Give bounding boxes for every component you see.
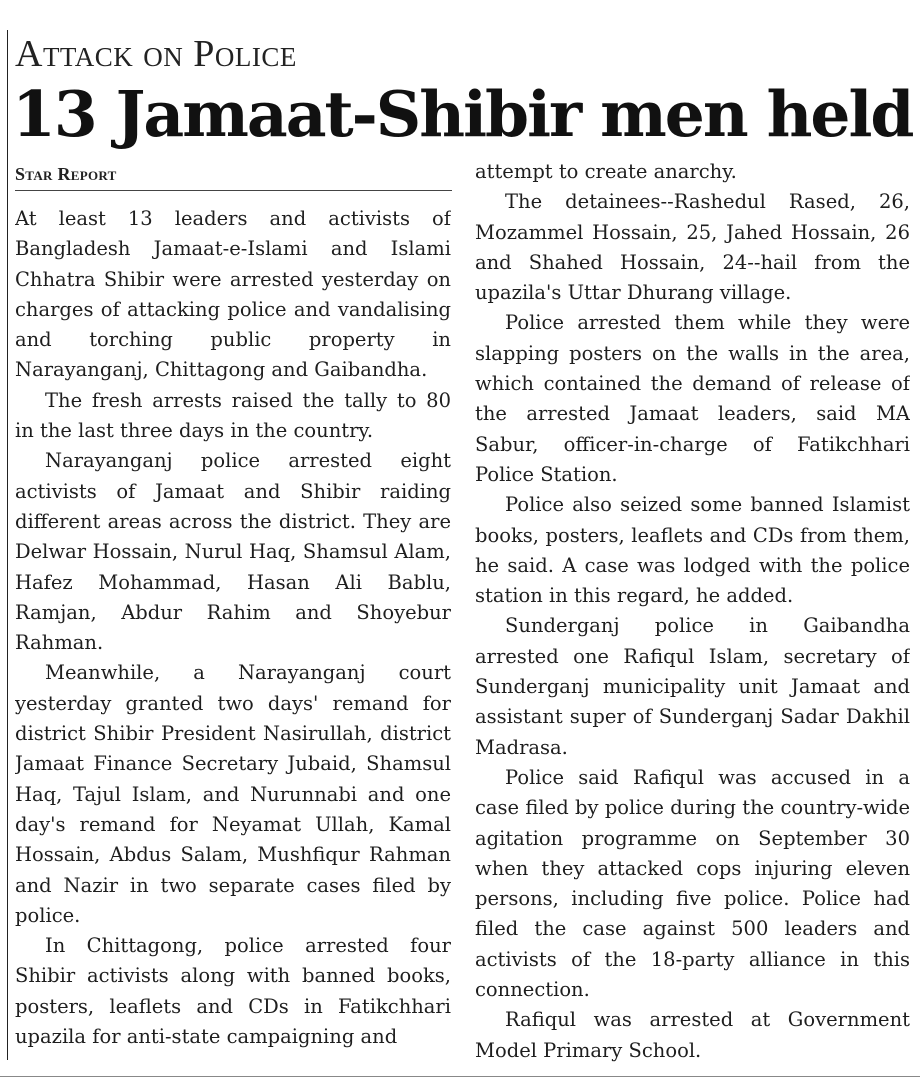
column-rule-left	[7, 30, 8, 1060]
right-column	[475, 157, 910, 1067]
paragraph: Meanwhile, a Narayanganj court yesterday granted two days' remand for district Shibir President Nasirullah, district Jamaat Finance Secretary Jubaid, Shamsul Haq, Tajul Islam, and Nurunnabi and one day's remand for Neyamat Ullah, Kamal Hossain, Abdus Salam, Mushfiqur Rahman and Nazir in two separate cases filed by police.	[15, 661, 451, 927]
byline: Star Report	[15, 164, 117, 184]
byline-rule	[15, 190, 452, 191]
paragraph: Police arrested them while they were slapping posters on the walls in the area, which contained the demand of release of the arrested Jamaat leaders, said MA Sabur, officer-in-charge of Fatikchhari Police Station.	[475, 311, 910, 486]
paragraph: In Chittagong, police arrested four Shibir activists along with banned books, posters, leaflets and CDs in Fatikchhari upazila for anti-state campaigning and	[15, 934, 451, 1049]
paragraph: Police said Rafiqul was accused in a case filed by police during the country-wide agitation programme on September 30 when they attacked cops injuring eleven persons, including five police. Police had filed the case against 500 leaders and activists of the 18-party alliance in this connection.	[475, 765, 910, 1002]
headline: 13 Jamaat-Shibir men held	[12, 77, 913, 151]
paragraph: attempt to create anarchy.	[475, 160, 737, 183]
paragraph: Police also seized some banned Islamist books, posters, leaflets and CDs from them, he said. A case was lodged with the police station in this regard, he added.	[475, 493, 910, 608]
paragraph: Narayanganj police arrested eight activists of Jamaat and Shibir raiding different areas across the district. They are Delwar Hossain, Nurul Haq, Shamsul Alam, Hafez Mohammad, Hasan Ali Bablu, Ramjan, Abdur Rahim and Shoyebur Rahman.	[15, 449, 451, 655]
paragraph: At least 13 leaders and activists of Bangladesh Jamaat-e-Islami and Islami Chhatra Shibir were arrested yesterday on charges of attacking police and vandalising and torching public property in Narayanganj, Chittagong and Gaibandha.	[15, 207, 451, 382]
page-bottom-rule	[0, 1076, 920, 1077]
kicker: Attack on Police	[15, 33, 297, 75]
paragraph: Sunderganj police in Gaibandha arrested one Rafiqul Islam, secretary of Sunderganj municipality unit Jamaat and assistant super of Sunderganj Sadar Dakhil Madrasa.	[475, 614, 910, 759]
paragraph: The fresh arrests raised the tally to 80 in the last three days in the country.	[15, 388, 451, 443]
paragraph: Rafiqul was arrested at Government Model Primary School.	[475, 1008, 910, 1062]
left-column	[15, 204, 451, 1066]
paragraph: The detainees--Rashedul Rased, 26, Mozammel Hossain, 25, Jahed Hossain, 26 and Shahed Hossain, 24--hail from the upazila's Uttar Dhurang village.	[475, 190, 910, 305]
